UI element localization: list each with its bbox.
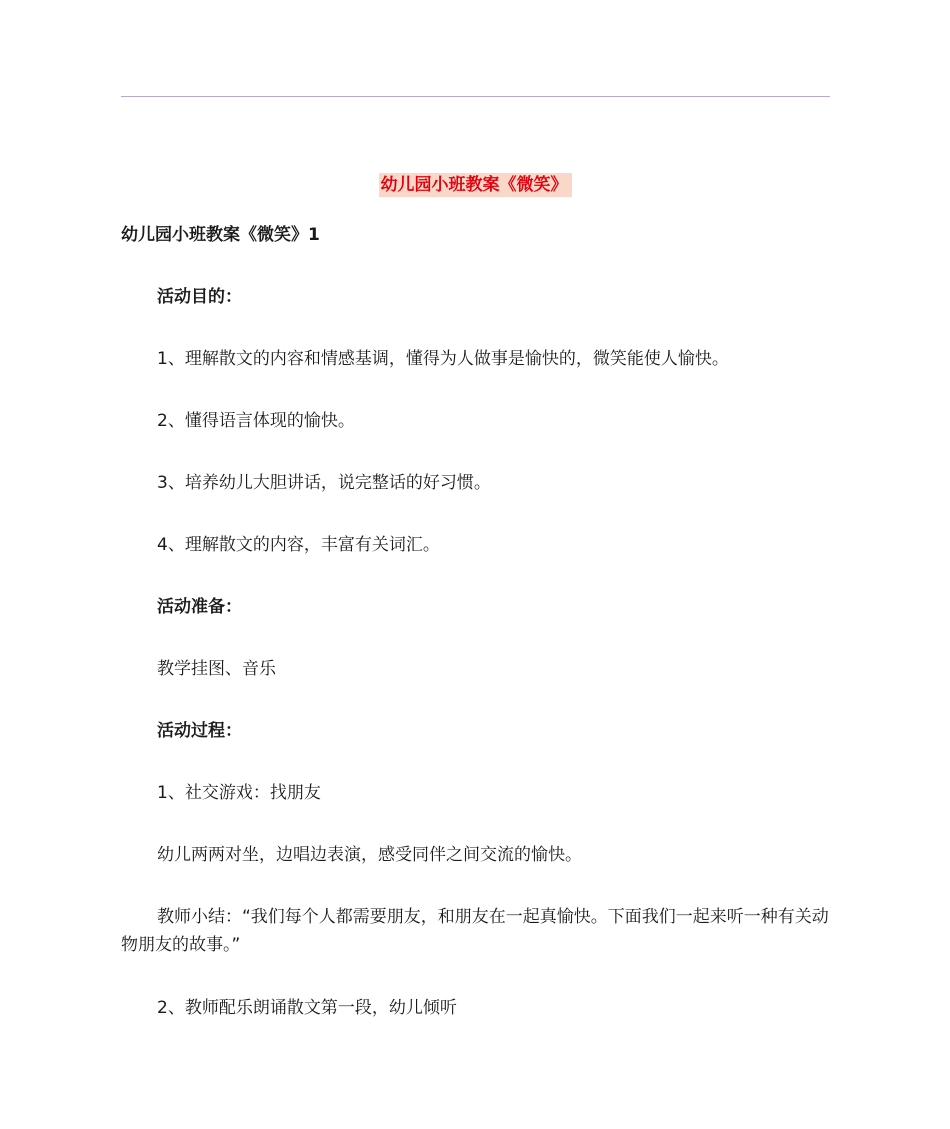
- teacher-summary: 教师小结：“我们每个人都需要朋友，和朋友在一起真愉快。下面我们一起来听一种有关动物朋友的故事。”: [121, 907, 829, 955]
- document-title-wrap: [0, 160, 950, 198]
- goal-item-2: 2、懂得语言体现的愉快。: [157, 411, 355, 431]
- goal-item-4: 4、理解散文的内容，丰富有关词汇。: [157, 535, 440, 555]
- goal-item-1: 1、理解散文的内容和情感基调，懂得为人做事是愉快的，微笑能使人愉快。: [157, 349, 729, 369]
- process-heading: 活动过程：: [157, 721, 242, 741]
- goals-heading: 活动目的：: [157, 287, 242, 307]
- prep-text: 教学挂图、音乐: [157, 659, 276, 679]
- section-title: 幼儿园小班教案《微笑》1: [121, 225, 320, 245]
- document-title: 幼儿园小班教案《微笑》: [379, 173, 572, 197]
- process-step-2: 2、教师配乐朗诵散文第一段，幼儿倾听: [157, 998, 457, 1018]
- goal-item-3: 3、培养幼儿大胆讲话，说完整话的好习惯。: [157, 473, 491, 493]
- prep-heading: 活动准备：: [157, 597, 242, 617]
- process-step-1-description: 幼儿两两对坐，边唱边表演，感受同伴之间交流的愉快。: [157, 845, 582, 865]
- process-step-1: 1、社交游戏：找朋友: [157, 783, 321, 803]
- header-rule: [121, 96, 830, 97]
